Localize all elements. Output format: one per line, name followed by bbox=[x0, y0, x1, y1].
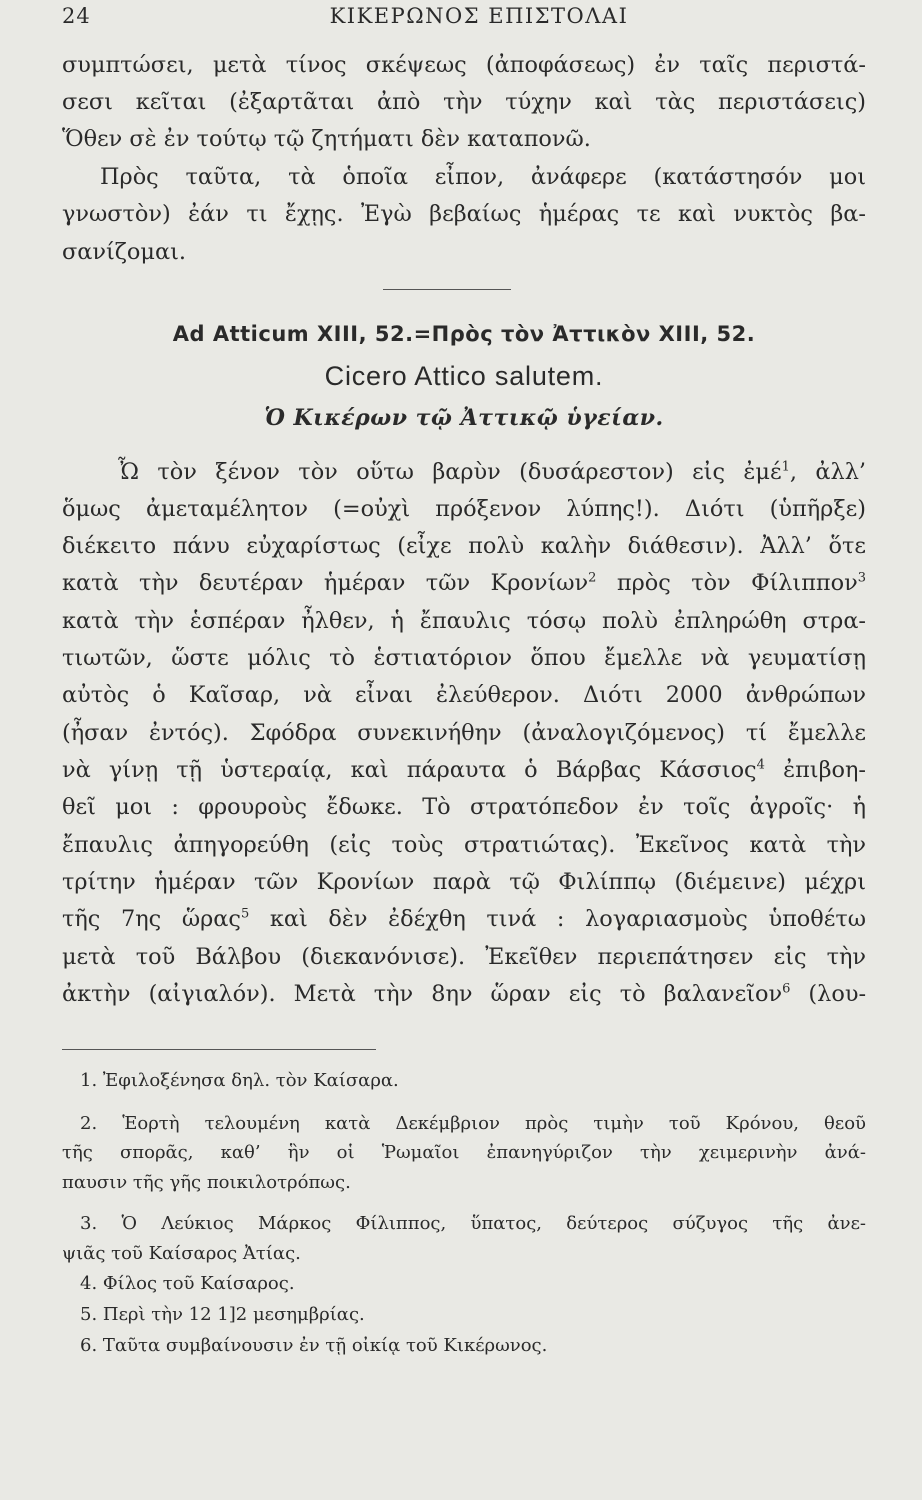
letter-heading: Ad Atticum XIII, 52.=Πρὸς τὸν Ἀττικὸν XIII, 52. bbox=[172, 322, 756, 346]
text-line: σεσι κεῖται (ἐξαρτᾶται ἀπὸ τὴν τύχην καὶ τὰς περιστάσεις) bbox=[62, 89, 866, 115]
footnote-ref: 3 bbox=[857, 570, 867, 586]
text-line: ἔπαυλις ἀπηγορεύθη (εἰς τοὺς στρατιώτας). Ἐκεῖνος κατὰ τὴν bbox=[62, 832, 866, 858]
text-line: τῆς 7ης ὥρας$^5$ καὶ δὲν ἐδέχθη τινά : λογαριασμοὺς ὑποθέτω bbox=[62, 906, 867, 932]
footnote-ref: 6 bbox=[782, 981, 791, 997]
text-line: Ὦ τὸν ξένον τὸν οὕτω βαρὺν (δυσάρεστον) εἰς ἐμέ$^1$, ἀλλ’ bbox=[118, 459, 866, 485]
greek-greeting: Ὁ Κικέρων τῷ Ἀττικῷ ὑγείαν. bbox=[264, 405, 664, 431]
text-line: κατὰ τὴν ἑσπέραν ἦλθεν, ἡ ἔπαυλις τόσῳ πολὺ ἐπληρώθη στρα- bbox=[62, 608, 866, 634]
text-line: αὐτὸς ὁ Καῖσαρ, νὰ εἶναι ἐλεύθερον. Διότι 2000 ἀνθρώπων bbox=[62, 682, 866, 708]
latin-greeting: Cicero Attico salutem. bbox=[324, 361, 604, 391]
footnote-divider bbox=[62, 1049, 376, 1050]
footnote-continuation: παυσιν τῆς γῆς ποικιλοτρόπως. bbox=[62, 1172, 351, 1193]
text-line: Ὅθεν σὲ ἐν τούτῳ τῷ ζητήματι δὲν καταπονῶ. bbox=[62, 126, 591, 152]
footnote: 3. Ὁ Λεύκιος Μάρκος Φίλιππος, ὕπατος, δεύτερος σύζυγος τῆς ἀνε- bbox=[80, 1213, 866, 1234]
text-line: τρίτην ἡμέραν τῶν Κρονίων παρὰ τῷ Φιλίππῳ (διέμεινε) μέχρι bbox=[62, 869, 866, 895]
text-line: συμπτώσει, μετὰ τίνος σκέψεως (ἀποφάσεως) ἐν ταῖς περιστά- bbox=[62, 52, 866, 78]
text-line: ὅμως ἀμεταμέλητον (=οὐχὶ πρόξενον λύπης!). Διότι (ὑπῆρξε) bbox=[62, 496, 866, 522]
text-line: Πρὸς ταῦτα, τὰ ὁποῖα εἶπον, ἀνάφερε (κατάστησόν μοι bbox=[100, 164, 866, 190]
text-line: (ἦσαν ἐντός). Σφόδρα συνεκινήθην (ἀναλογιζόμενος) τί ἔμελλε bbox=[62, 720, 866, 746]
footnote-ref: 4 bbox=[756, 757, 765, 773]
footnote: 6. Ταῦτα συμβαίνουσιν ἐν τῇ οἰκίᾳ τοῦ Κικέρωνος. bbox=[80, 1335, 548, 1356]
footnote: 1. Ἐφιλοξένησα δηλ. τὸν Καίσαρα. bbox=[80, 1070, 399, 1091]
footnote: 4. Φίλος τοῦ Καίσαρος. bbox=[80, 1273, 295, 1294]
page-header bbox=[62, 4, 866, 34]
text-line: νὰ γίνῃ τῇ ὑστεραίᾳ, καὶ πάραυτα ὁ Βάρβας Κάσσιος$^4$ ἐπιβοη- bbox=[62, 757, 866, 783]
running-title: ΚΙΚΕΡΩΝΟΣ ΕΠΙΣΤΟΛΑΙ bbox=[329, 4, 629, 28]
footnote: 2. Ἑορτὴ τελουμένη κατὰ Δεκέμβριον πρὸς τιμὴν τοῦ Κρόνου, θεοῦ bbox=[80, 1113, 866, 1134]
footnote-continuation: ψιᾶς τοῦ Καίσαρος Ἀτίας. bbox=[62, 1243, 301, 1264]
section-divider bbox=[383, 289, 511, 290]
text-line: γνωστὸν) ἐάν τι ἔχῃς. Ἐγὼ βεβαίως ἡμέρας τε καὶ νυκτὸς βα- bbox=[62, 201, 866, 227]
text-line: θεῖ μοι : φρουροὺς ἔδωκε. Τὸ στρατόπεδον ἐν τοῖς ἀγροῖς· ἡ bbox=[62, 794, 866, 820]
footnote-ref: 2 bbox=[588, 570, 597, 586]
text-line: τιωτῶν, ὥστε μόλις τὸ ἑστιατόριον ὅπου ἔμελλε νὰ γευματίσῃ bbox=[62, 645, 866, 671]
footnote-ref: 1 bbox=[781, 459, 790, 475]
text-line: κατὰ τὴν δευτέραν ἡμέραν τῶν Κρονίων$^2$ πρὸς τὸν Φίλιππον$^3$ bbox=[62, 570, 867, 596]
text-line: διέκειτο πάνυ εὐχαρίστως (εἶχε πολὺ καλὴν διάθεσιν). Ἀλλ’ ὅτε bbox=[62, 533, 866, 559]
text-line: σανίζομαι. bbox=[62, 239, 186, 265]
page-number: 24 bbox=[62, 4, 91, 28]
footnote: 5. Περὶ τὴν 12 1]2 μεσημβρίας. bbox=[80, 1304, 365, 1325]
footnote-continuation: τῆς σπορᾶς, καθ’ ἣν οἱ Ῥωμαῖοι ἐπανηγύριζον τὴν χειμερινὴν ἀνά- bbox=[62, 1142, 866, 1163]
text-line: μετὰ τοῦ Βάλβου (διεκανόνισε). Ἐκεῖθεν περιεπάτησεν εἰς τὴν bbox=[62, 944, 866, 970]
footnote-ref: 5 bbox=[240, 906, 250, 922]
text-line: ἀκτὴν (αἰγιαλόν). Μετὰ τὴν 8ην ὥραν εἰς τὸ βαλανεῖον$^6$ (λου- bbox=[62, 981, 867, 1007]
